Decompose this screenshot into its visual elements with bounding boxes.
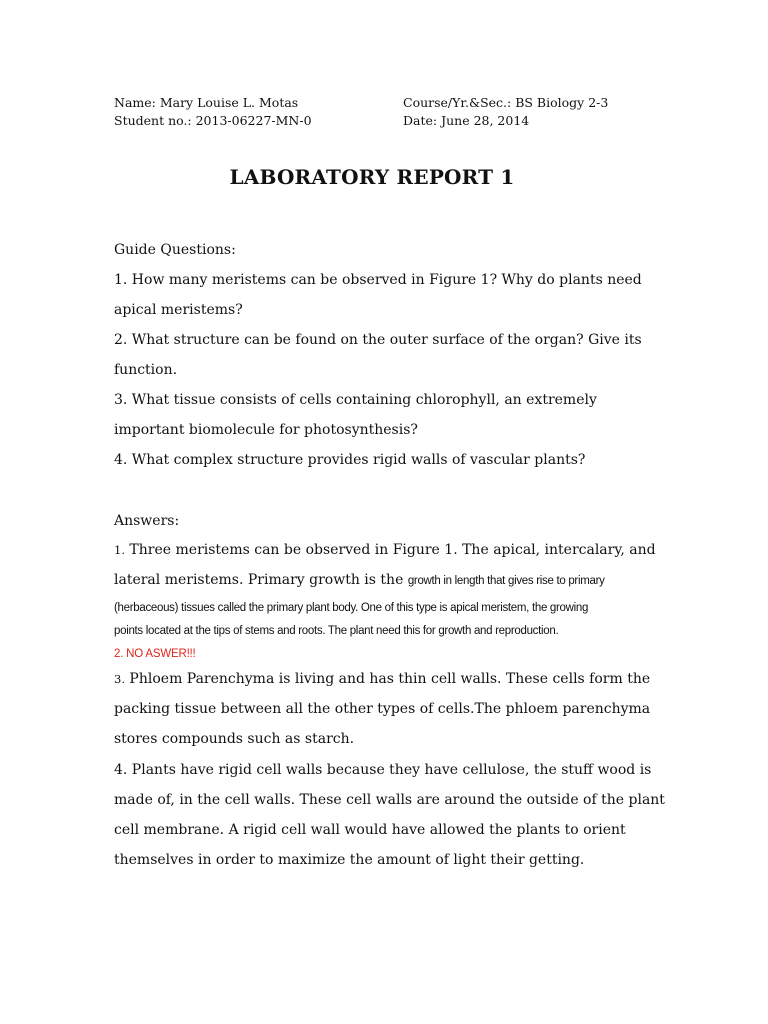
guide-question-line: function. (114, 362, 178, 378)
report-date: Date: June 28, 2014 (403, 113, 530, 128)
answer-4-line: themselves in order to maximize the amount of light their getting. (114, 852, 585, 868)
answer-3-line (114, 669, 650, 689)
answer-1-small-line: points located at the tips of stems and roots. The plant need this for growth and reproduction. (114, 625, 559, 637)
guide-question-line: apical meristems? (114, 302, 243, 318)
answer-4-line: made of, in the cell walls. These cell walls are around the outside of the plant (114, 792, 665, 808)
course-section: Course/Yr.&Sec.: BS Biology 2-3 (403, 95, 609, 110)
page-title: LABORATORY REPORT 1 (229, 165, 515, 189)
guide-question-line: 1. How many meristems can be observed in Figure 1? Why do plants need (114, 272, 642, 288)
answers-heading: Answers: (114, 513, 180, 529)
answer-1-line (114, 540, 656, 560)
answer-4-line: cell membrane. A rigid cell wall would have allowed the plants to orient (114, 822, 626, 838)
answer-1-text: lateral meristems. Primary growth is the (114, 572, 408, 588)
guide-question-line: 3. What tissue consists of cells containing chlorophyll, an extremely (114, 392, 597, 408)
guide-question-line: 2. What structure can be found on the outer surface of the organ? Give its (114, 332, 642, 348)
answer-3-line: packing tissue between all the other types of cells.The phloem parenchyma (114, 701, 651, 717)
answer-3-text: Phloem Parenchyma is living and has thin cell walls. These cells form the (124, 671, 651, 687)
guide-questions-heading: Guide Questions: (114, 242, 236, 258)
answer-3-number: 3. (114, 672, 125, 686)
answer-1-small-line: (herbaceous) tissues called the primary plant body. One of this type is apical meristem, the growing (114, 602, 589, 614)
student-name: Name: Mary Louise L. Motas (114, 95, 299, 110)
answer-3-line: stores compounds such as starch. (114, 731, 355, 747)
answer-1-number: 1. (114, 543, 125, 557)
student-number: Student no.: 2013-06227-MN-0 (114, 113, 312, 128)
answer-1-line (114, 570, 605, 591)
answer-2-no-answer: 2. NO ASWER!!! (114, 648, 196, 660)
guide-question-line: 4. What complex structure provides rigid walls of vascular plants? (114, 452, 586, 468)
answer-1-small-text: growth in length that gives rise to primary (407, 575, 605, 587)
guide-question-line: important biomolecule for photosynthesis? (114, 422, 418, 438)
answer-4-line: 4. Plants have rigid cell walls because they have cellulose, the stuff wood is (114, 762, 652, 778)
answer-1-text: Three meristems can be observed in Figure 1. The apical, intercalary, and (124, 542, 656, 558)
